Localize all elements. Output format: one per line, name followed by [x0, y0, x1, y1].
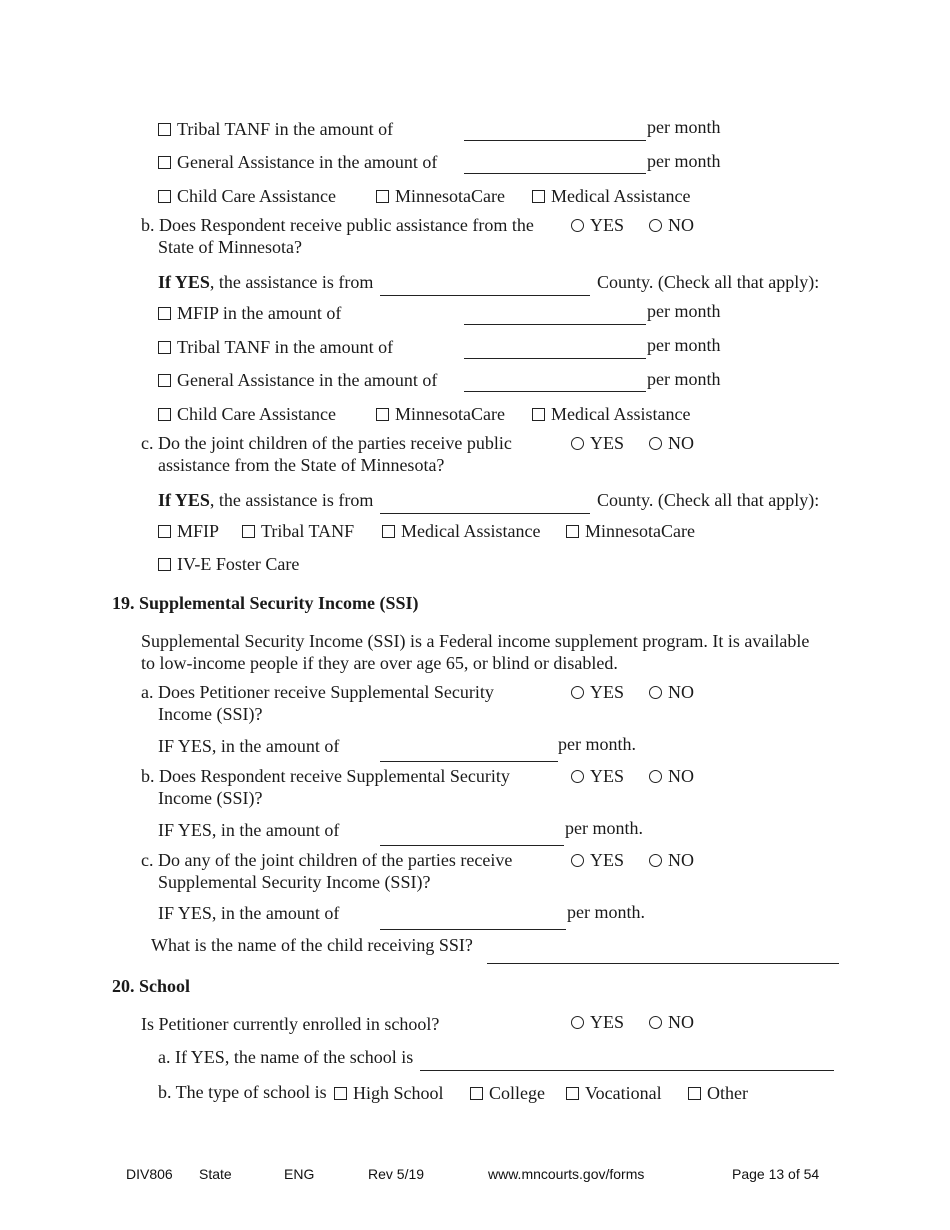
medical-assistance-option-1[interactable]: Medical Assistance — [532, 185, 690, 207]
radio-circle[interactable] — [571, 770, 584, 783]
footer-state: State — [199, 1166, 232, 1182]
question-19b-line1: b. Does Respondent receive Supplemental Security — [141, 766, 510, 786]
iv-e-foster-care-check[interactable]: IV-E Foster Care — [158, 553, 299, 575]
question-19b-line2: Income (SSI)? — [158, 788, 263, 808]
yes-radio[interactable]: YES — [571, 1011, 624, 1033]
radio-circle[interactable] — [649, 219, 662, 232]
amount-field-line[interactable] — [464, 324, 646, 325]
footer-page-number: Page 13 of 54 — [732, 1166, 820, 1182]
checkbox[interactable] — [376, 190, 389, 203]
amount-field-line[interactable] — [380, 761, 558, 762]
amount-field-line[interactable] — [380, 845, 564, 846]
minnesotacare-option-2[interactable]: MinnesotaCare — [376, 403, 505, 425]
radio-circle[interactable] — [571, 1016, 584, 1029]
radio-circle[interactable] — [571, 219, 584, 232]
checkbox[interactable] — [470, 1087, 483, 1100]
question-19a-line1: a. Does Petitioner receive Supplemental Security — [141, 682, 494, 702]
minnesotacare-option-1[interactable]: MinnesotaCare — [376, 185, 505, 207]
checkbox[interactable] — [688, 1087, 701, 1100]
checkbox[interactable] — [382, 525, 395, 538]
checkbox[interactable] — [334, 1087, 347, 1100]
section-20-heading: 20. School — [112, 976, 191, 996]
radio-circle[interactable] — [649, 1016, 662, 1029]
no-radio[interactable]: NO — [649, 214, 694, 236]
footer-language: ENG — [284, 1166, 315, 1182]
question-18b-line1: b. Does Respondent receive public assistance from the — [141, 215, 534, 235]
no-radio[interactable]: NO — [649, 1011, 694, 1033]
question-18c-line2: assistance from the State of Minnesota? — [158, 455, 445, 475]
minnesotacare-check[interactable]: MinnesotaCare — [566, 520, 695, 542]
amount-field-line[interactable] — [464, 391, 646, 392]
high-school-check[interactable]: High School — [334, 1082, 444, 1104]
yes-radio[interactable]: YES — [571, 849, 624, 871]
checkbox[interactable] — [158, 408, 171, 421]
medical-assistance-option-2[interactable]: Medical Assistance — [532, 403, 690, 425]
if-yes-county-label: If YES, the assistance is from — [158, 272, 374, 292]
county-field-line[interactable] — [380, 513, 590, 514]
checkbox[interactable] — [566, 525, 579, 538]
no-radio[interactable]: NO — [649, 432, 694, 454]
per-month-label: per month — [647, 117, 721, 137]
footer-url[interactable]: www.mncourts.gov/forms — [488, 1166, 645, 1182]
yes-radio[interactable]: YES — [571, 681, 624, 703]
radio-circle[interactable] — [649, 854, 662, 867]
if-yes-amount-label: IF YES, in the amount of — [158, 736, 340, 756]
checkbox[interactable] — [158, 123, 171, 136]
question-19c-line1: c. Do any of the joint children of the parties receive — [141, 850, 513, 870]
radio-circle[interactable] — [571, 686, 584, 699]
footer-revision: Rev 5/19 — [368, 1166, 425, 1182]
tribal-tanf-option-2[interactable]: Tribal TANF in the amount of — [158, 336, 393, 358]
checkbox[interactable] — [158, 374, 171, 387]
per-month-label: per month — [647, 369, 721, 389]
radio-circle[interactable] — [571, 854, 584, 867]
per-month-label: per month. — [567, 902, 645, 922]
yes-radio[interactable]: YES — [571, 214, 624, 236]
checkbox[interactable] — [532, 408, 545, 421]
checkbox[interactable] — [242, 525, 255, 538]
tribal-tanf-option-1[interactable]: Tribal TANF in the amount of — [158, 118, 393, 140]
question-18c-line1: c. Do the joint children of the parties receive public — [141, 433, 512, 453]
if-yes-amount-label: IF YES, in the amount of — [158, 903, 340, 923]
child-care-option-2[interactable]: Child Care Assistance — [158, 403, 336, 425]
question-19a-line2: Income (SSI)? — [158, 704, 263, 724]
yes-radio[interactable]: YES — [571, 765, 624, 787]
checkbox[interactable] — [158, 307, 171, 320]
county-check-label: County. (Check all that apply): — [597, 272, 820, 292]
radio-circle[interactable] — [649, 686, 662, 699]
per-month-label: per month. — [558, 734, 636, 754]
child-name-field-line[interactable] — [487, 963, 839, 964]
child-name-question: What is the name of the child receiving SSI? — [151, 935, 473, 955]
question-19c-line2: Supplemental Security Income (SSI)? — [158, 872, 431, 892]
amount-field-line[interactable] — [464, 140, 646, 141]
radio-circle[interactable] — [649, 437, 662, 450]
checkbox[interactable] — [158, 525, 171, 538]
per-month-label: per month — [647, 301, 721, 321]
no-radio[interactable]: NO — [649, 849, 694, 871]
checkbox[interactable] — [532, 190, 545, 203]
radio-circle[interactable] — [649, 770, 662, 783]
school-name-field-line[interactable] — [420, 1070, 834, 1071]
mfip-check[interactable]: MFIP — [158, 520, 219, 542]
mfip-option[interactable]: MFIP in the amount of — [158, 302, 341, 324]
footer-form-id: DIV806 — [126, 1166, 173, 1182]
school-name-label: a. If YES, the name of the school is — [158, 1047, 414, 1067]
checkbox[interactable] — [376, 408, 389, 421]
checkbox[interactable] — [158, 156, 171, 169]
school-type-label: b. The type of school is — [158, 1082, 327, 1102]
if-yes-amount-label: IF YES, in the amount of — [158, 820, 340, 840]
county-check-label: County. (Check all that apply): — [597, 490, 820, 510]
ssi-intro-line1: Supplemental Security Income (SSI) is a Federal income supplement program. It is available — [141, 631, 810, 651]
general-assistance-option-2[interactable]: General Assistance in the amount of — [158, 369, 437, 391]
enrolled-question: Is Petitioner currently enrolled in school? — [141, 1014, 440, 1034]
amount-field-line[interactable] — [464, 173, 646, 174]
no-radio[interactable]: NO — [649, 765, 694, 787]
general-assistance-option-1[interactable]: General Assistance in the amount of — [158, 151, 437, 173]
section-19-heading: 19. Supplemental Security Income (SSI) — [112, 593, 419, 613]
amount-field-line[interactable] — [464, 358, 646, 359]
if-yes-county-label: If YES, the assistance is from — [158, 490, 374, 510]
radio-circle[interactable] — [571, 437, 584, 450]
ssi-intro-line2: to low-income people if they are over age 65, or blind or disabled. — [141, 653, 618, 673]
other-check[interactable]: Other — [688, 1082, 748, 1104]
no-radio[interactable]: NO — [649, 681, 694, 703]
checkbox[interactable] — [158, 558, 171, 571]
checkbox[interactable] — [158, 341, 171, 354]
amount-field-line[interactable] — [380, 929, 566, 930]
yes-radio[interactable]: YES — [571, 432, 624, 454]
medical-assistance-check[interactable]: Medical Assistance — [382, 520, 540, 542]
per-month-label: per month. — [565, 818, 643, 838]
per-month-label: per month — [647, 335, 721, 355]
county-field-line[interactable] — [380, 295, 590, 296]
per-month-label: per month — [647, 151, 721, 171]
tribal-tanf-check[interactable]: Tribal TANF — [242, 520, 354, 542]
question-18b-line2: State of Minnesota? — [158, 237, 302, 257]
college-check[interactable]: College — [470, 1082, 545, 1104]
checkbox[interactable] — [158, 190, 171, 203]
vocational-check[interactable]: Vocational — [566, 1082, 662, 1104]
child-care-option-1[interactable]: Child Care Assistance — [158, 185, 336, 207]
checkbox[interactable] — [566, 1087, 579, 1100]
